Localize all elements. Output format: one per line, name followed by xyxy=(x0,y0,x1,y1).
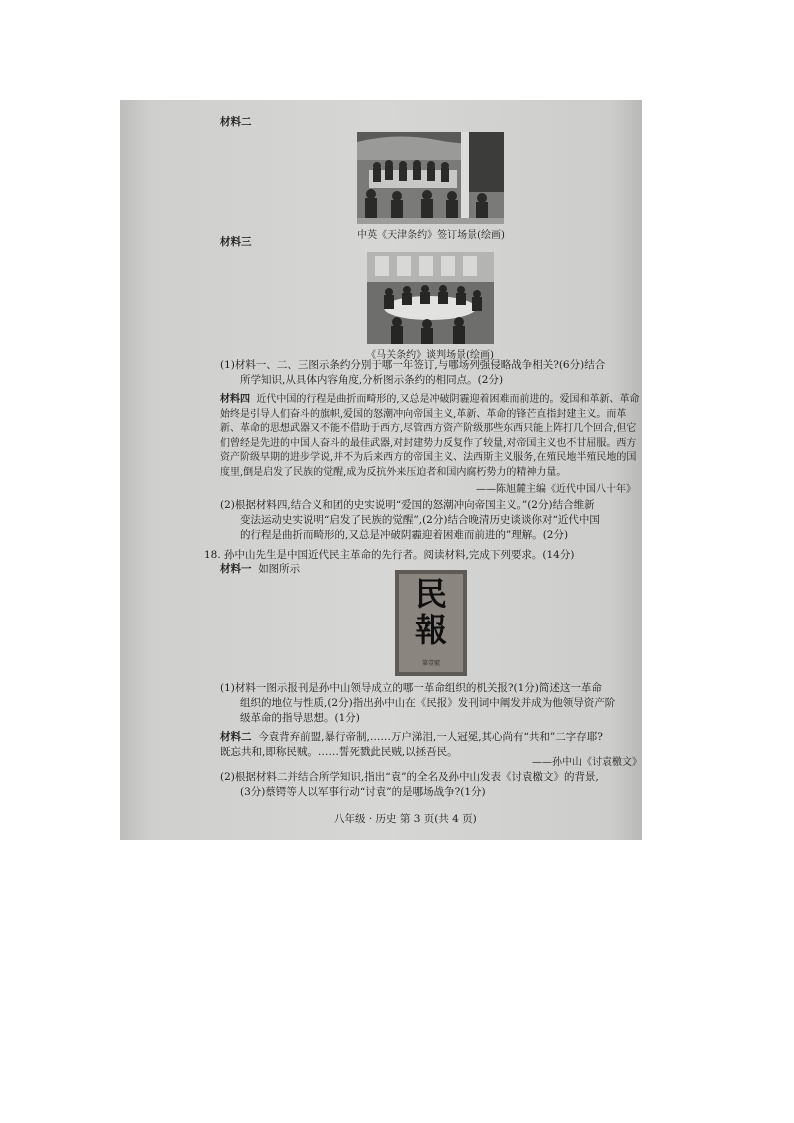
m1-label: 材料一 xyxy=(220,563,252,575)
q1-line2: 所学知识,从具体内容角度,分析图示条约的相同点。(2分) xyxy=(240,374,504,386)
q2-line2: 变法运动史实说明“启发了民族的觉醒”,(2分)结合晚清历史谈谈你对“近代中国 xyxy=(240,514,600,526)
q2-line1: (2)根据材料四,结合义和团的史实说明“爱国的怒潮冲向帝国主义。”(2分)结合维新 xyxy=(220,499,595,511)
q18-title: 18. 孙中山先生是中国近代民主革命的先行者。阅读材料,完成下列要求。(14分) xyxy=(204,549,575,561)
m2-text2: 既忘共和,即称民贼。……誓死戮此民贼,以拯吾民。 xyxy=(220,746,458,758)
material4-text: 近代中国的行程是曲折而畸形的,又总是冲破阴霾迎着困难而前进的。爱国和革新、革命始终是引导人们奋斗的旗帜,爱国的怒潮冲向帝国主义,革新、革命的锋芒直指封建主义。而革新、革命的思想武器又不能不借助于西方,尽管西方资产阶级那些东西只能上阵打几个回合,但它们曾经是先进的中国人奋斗的最佳武器,对封建势力反复作了较量,对帝国主义也不甘屈服。西方资产阶级早期的进步学说,并不为后来西方的帝国主义、法西斯主义服务,在殖民地半殖民地的国度里,倒是启发了民族的觉醒,成为反抗外来压迫者和国内腐朽势力的精神力量。 xyxy=(220,394,640,478)
material2-label: 材料二 xyxy=(220,116,252,128)
page-footer: 八年级 · 历史 第 3 页(共 4 页) xyxy=(334,813,477,825)
tianjin-treaty-engraving xyxy=(357,132,504,224)
scanned-page xyxy=(120,100,642,840)
minbao-cover-image xyxy=(395,570,467,676)
q1-line1: (1)材料一、二、三图示条约分别于哪一年签订,与哪场列强侵略战争相关?(6分)结合 xyxy=(220,359,606,371)
m1-text: 如图所示 xyxy=(258,563,301,575)
material4-paragraph xyxy=(220,393,640,481)
q18-1-line3: 级革命的指导思想。(1分) xyxy=(240,712,360,724)
minbao-issue-number: 第壹號 xyxy=(421,660,440,667)
maguan-treaty-painting xyxy=(367,252,494,344)
caption-tianjin: 中英《天津条约》签订场景(绘画) xyxy=(357,230,505,241)
material3-label: 材料三 xyxy=(220,236,252,248)
material4-label: 材料四 xyxy=(220,394,250,405)
q2-line3: 的行程是曲折而畸形的,又总是冲破阴霾迎着困难而前进的”理解。(2分) xyxy=(240,529,569,541)
q18-2-line1: (2)根据材料二并结合所学知识,指出“袁”的全名及孙中山发表《讨袁檄文》的背景, xyxy=(220,771,599,783)
m2-label: 材料二 xyxy=(220,731,252,743)
q18-1-line2: 组织的地位与性质,(2分)指出孙中山在《民报》发刊词中阐发并成为他领导资产阶 xyxy=(240,697,616,709)
q18-1-line1: (1)材料一图示报刊是孙中山领导成立的哪一革命组织的机关报?(1分)简述这一革命 xyxy=(220,682,602,694)
m2-text1: 今袁背弃前盟,暴行帝制,……万户涕泪,一人冠冕,其心尚有“共和”二字存耶? xyxy=(258,731,603,743)
material4-source: ——陈旭麓主编《近代中国八十年》 xyxy=(476,484,636,495)
m2-source: ——孙中山《讨袁檄文》 xyxy=(532,757,642,768)
caption-maguan: 《马关条约》谈判场景(绘画) xyxy=(366,350,494,361)
q18-2-line2: (3分)蔡锷等人以军事行动“讨袁”的是哪场战争?(1分) xyxy=(240,786,486,798)
minbao-title-char1: 民 報 xyxy=(414,575,447,649)
